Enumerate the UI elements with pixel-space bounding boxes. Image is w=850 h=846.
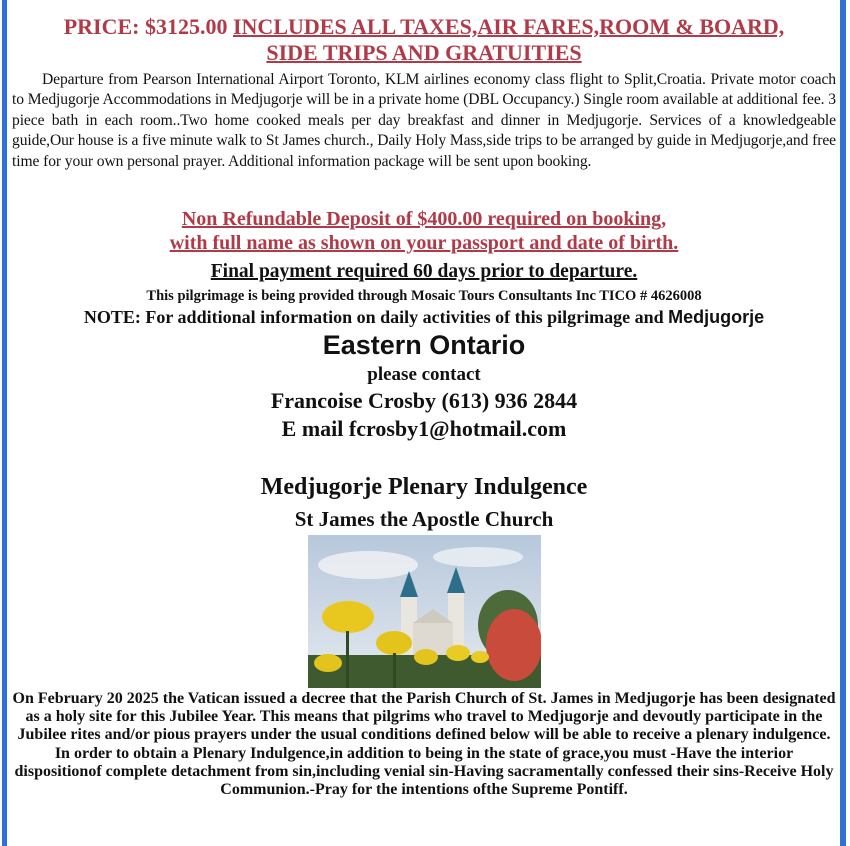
deposit-notice [12,207,836,255]
price-includes-line1: INCLUDES ALL TAXES,AIR FARES,ROOM & BOARD, [232,14,785,39]
right-border [840,0,846,846]
note-place: Medjugorje [668,307,765,327]
final-payment [12,261,836,283]
left-border [2,0,7,846]
final-payment-text: Final payment required 60 days prior to departure. [210,261,638,282]
region-heading: Eastern Ontario [322,330,526,360]
indulgence-title: Medjugorje Plenary Indulgence [260,474,588,500]
price-label: PRICE: $3125.00 [63,14,228,39]
church-name: St James the Apostle Church [294,507,554,531]
church-photo-illustration [308,535,541,688]
deposit-line2: with full name as shown on your passport and date of birth. [169,232,679,254]
tico-notice: This pilgrimage is being provided through Mosaic Tours Consultants Inc TICO # 4626008 [146,288,702,304]
contact-name-phone: Francoise Crosby (613) 936 2844 [270,388,578,413]
contact-email: E mail fcrosby1@hotmail.com [281,416,567,441]
deposit-line1: Non Refundable Deposit of $400.00 required on booking, [181,208,667,230]
please-contact: please contact [367,364,481,385]
price-heading [12,14,836,66]
indulgence-decree: On February 20 2025 the Vatican issued a decree that the Parish Church of St. James in Medjugorje has been designated as a holy site for this Jubilee Year. This means that pilgrims who travel to Medjugorje and devoutly participate in the Jubilee rites and/or pious prayers under the usual conditions defined below will be able to receive a plenary indulgence. In order to obtain a Plenary Indulgence,in addition to being in the state of grace,you must -Have the interior dispositionof complete detachment from sin,including venial sin-Having sacramentally confessed their sins-Receive Holy Communion.-Pray for the intentions ofthe Supreme Pontiff. [12,690,836,799]
note-text: NOTE: For additional information on daily activities of this pilgrimage and [83,307,664,327]
trip-details: Departure from Pearson International Airport Toronto, KLM airlines economy class flight to Split,Croatia. Private motor coach to Medjugorje Accommodations in Medjugorje will be in a private home (DBL Occupancy.) Single room available at additional fee. 3 piece bath in each room..Two home cooked meals per day breakfast and dinner in Medjugorje. Services of a knowledgeable guide,Our house is a five minute walk to St James church., Daily Holy Mass,side trips to be arranged by guide in Medjugorje,and free time for your own personal prayer. Additional information package will be sent upon booking. [12,71,836,170]
note-line [12,307,836,328]
price-includes-line2: SIDE TRIPS AND GRATUITIES [266,40,582,65]
church-photo [308,535,541,688]
